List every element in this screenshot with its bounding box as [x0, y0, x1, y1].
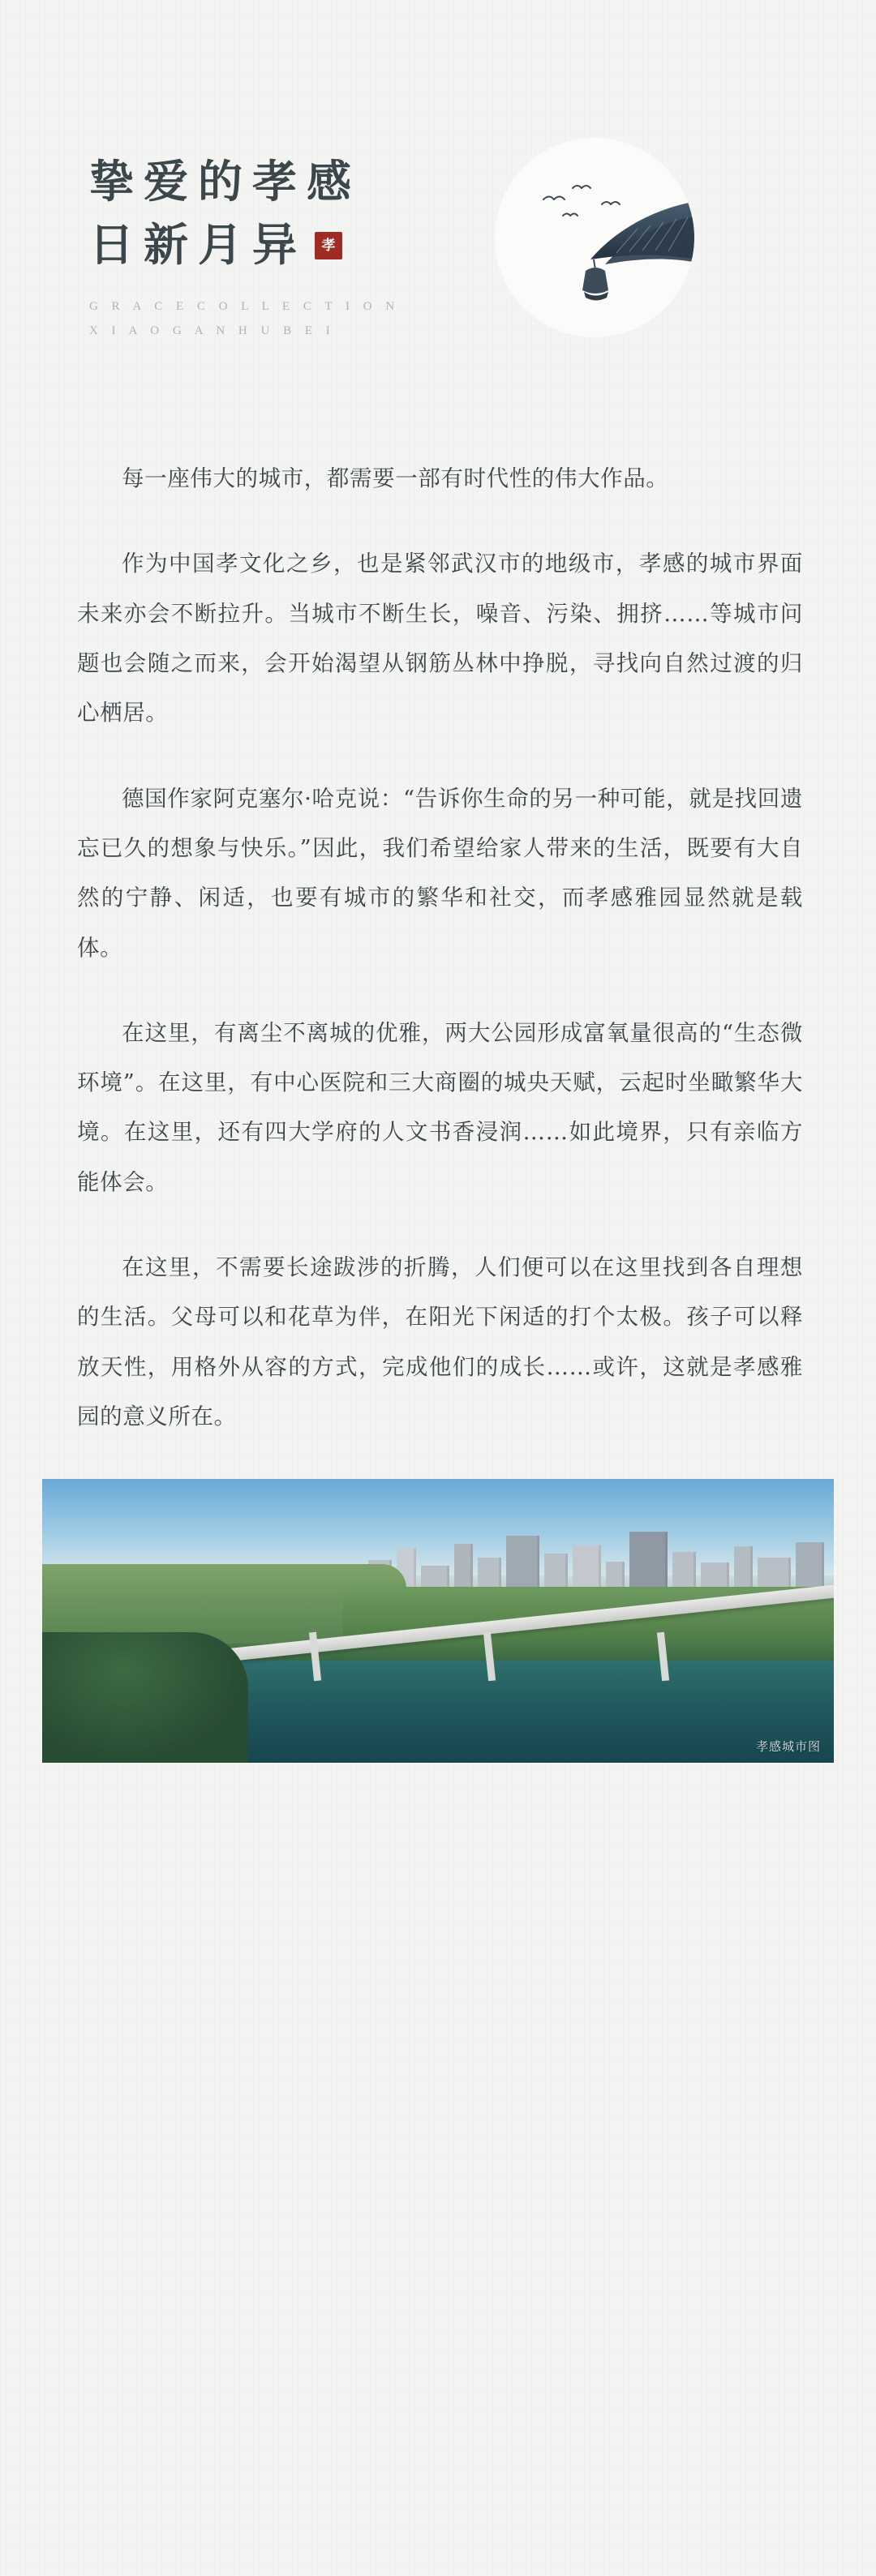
seal-stamp-icon: 孝 [315, 232, 342, 259]
page-title-line-1: 挚爱的孝感 [89, 155, 362, 208]
city-photo-image [42, 1479, 834, 1763]
article-body [0, 454, 876, 1442]
title-block [89, 150, 462, 343]
circular-illustration [495, 138, 694, 337]
page-header [0, 0, 876, 454]
subtitle-line-1: G R A C E C O L L E C T I O N [89, 300, 400, 314]
paragraph-5: 在这里，不需要长途跋涉的折腾，人们便可以在这里找到各自理想的生活。父母可以和花草为伴，在阳光下闲适的打个太极。孩子可以释放天性，用格外从容的方式，完成他们的成长……或许，这就是孝感雅园的意义所在。 [77, 1254, 803, 1429]
paragraph-2: 作为中国孝文化之乡，也是紧邻武汉市的地级市，孝感的城市界面未来亦会不断拉升。当城市不断生长，噪音、污染、拥挤……等城市问题也会随之而来，会开始渴望从钢筋丛林中挣脱，寻找向自然过渡的归心栖居。 [77, 551, 803, 727]
paragraph-3: 德国作家阿克塞尔·哈克说：“告诉你生命的另一种可能，就是找回遗忘已久的想象与快乐。”因此，我们希望给家人带来的生活，既要有大自然的宁静、闲适，也要有城市的繁华和社交，而孝感雅园显然就是载体。 [77, 785, 803, 961]
paragraph-1: 每一座伟大的城市，都需要一部有时代性的伟大作品。 [122, 465, 669, 491]
photo-caption: 孝感城市图 [755, 1740, 821, 1755]
paragraph-4: 在这里，有离尘不离城的优雅，两大公园形成富氧量很高的“生态微环境”。在这里，有中心医院和三大商圈的城央天赋，云起时坐瞰繁华大境。在这里，还有四大学府的人文书香浸润……如此境界，只有亲临方能体会。 [77, 1019, 803, 1195]
photo-foreground-trees [42, 1632, 248, 1763]
page-title-line-2-wrap [89, 213, 462, 276]
city-photo [42, 1479, 834, 1763]
subtitle-line-2: X I A O G A N H U B E I [89, 324, 336, 338]
page-title-line-2: 日新月异 [89, 218, 307, 272]
photo-skyline [359, 1524, 834, 1592]
